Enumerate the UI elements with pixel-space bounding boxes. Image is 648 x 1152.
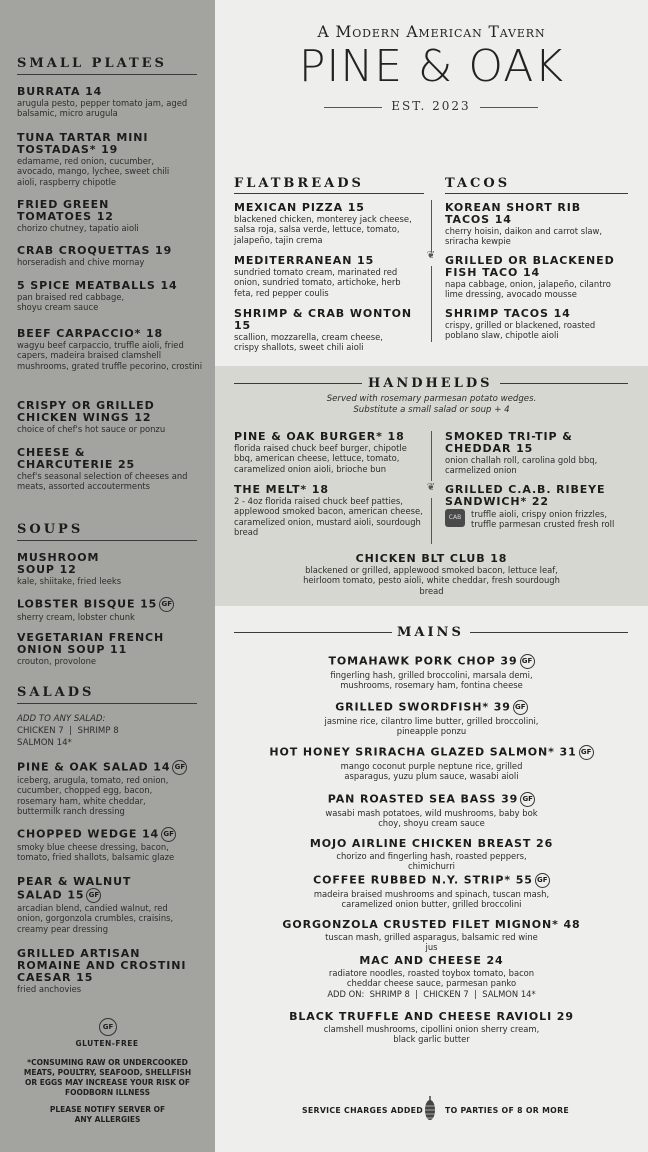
- item-desc: jasmine rice, cilantro lime butter, grilled broccolini, pineapple ponzu: [324, 716, 539, 737]
- item-name: BLACK TRUFFLE AND CHEESE RAVIOLI: [289, 1010, 553, 1023]
- item-desc: truffle aioli, crispy onion frizzles, truffle parmesan crusted fresh roll: [471, 509, 615, 530]
- menu-item: [234, 308, 429, 353]
- salads-rule: [17, 703, 197, 704]
- menu-item: [17, 875, 174, 934]
- item-price: 19: [101, 143, 119, 156]
- item-desc: kale, shiitake, fried leeks: [17, 576, 122, 586]
- menu-item: [445, 308, 625, 341]
- flatbreads-rule: [234, 193, 424, 194]
- allergy-notice: PLEASE NOTIFY SERVER OF ANY ALLERGIES: [49, 1105, 166, 1124]
- item-name: CRISPY OR GRILLED CHICKEN WINGS: [17, 399, 155, 424]
- main-item: [215, 792, 648, 829]
- item-price: 12: [96, 210, 114, 223]
- item-name: TUNA TARTAR MINI TOSTADAS*: [17, 131, 149, 156]
- handhelds-rule-left: [234, 383, 362, 384]
- item-desc: smoky blue cheese dressing, bacon, tomato, fried shallots, balsamic glaze: [17, 842, 175, 863]
- leaf-icon: ❦: [426, 250, 436, 261]
- item-desc: horseradish and chive mornay: [17, 257, 145, 267]
- main-item: [215, 700, 648, 737]
- item-price: 18: [490, 552, 508, 565]
- raw-food-warning: *CONSUMING RAW OR UNDERCOOKED MEATS, POULTRY, SEAFOOD, SHELLFISH OR EGGS MAY INCREASE YOUR RISK OF FOODBORN ILLNESS: [23, 1058, 192, 1097]
- gluten-free-label: GLUTEN-FREE: [75, 1038, 139, 1048]
- item-price: 14: [85, 85, 103, 98]
- handhelds-divider-top: [431, 431, 432, 481]
- item-price: 14: [523, 266, 541, 279]
- gluten-free-icon: GF: [535, 873, 550, 888]
- main-item: [215, 919, 648, 953]
- menu-item: [445, 201, 603, 247]
- gluten-free-legend: [17, 1016, 197, 1048]
- menu-item: [17, 86, 207, 119]
- item-price: 15: [357, 254, 375, 267]
- item-desc: crouton, provolone: [17, 656, 97, 666]
- item-price: 14: [160, 279, 178, 292]
- est-year: EST. 2023: [391, 99, 471, 113]
- item-desc: arugula pesto, pepper tomato jam, aged balsamic, micro arugula: [17, 98, 188, 119]
- menu-item: [17, 597, 207, 622]
- tacos-rule: [445, 193, 628, 194]
- menu-item: [17, 948, 207, 994]
- main-item: [215, 745, 648, 782]
- item-price: 18: [311, 483, 329, 496]
- menu-item: [215, 553, 648, 596]
- item-desc: chef's seasonal selection of cheeses and meats, assorted accouterments: [17, 471, 188, 492]
- gluten-free-icon: GF: [520, 792, 535, 807]
- item-desc: choice of chef's hot sauce or ponzu: [17, 424, 166, 434]
- item-desc: radiatore noodles, roasted toybox tomato, bacon cheddar cheese sauce, parmesan panko: [328, 968, 535, 989]
- main-item: [215, 873, 648, 910]
- item-desc: napa cabbage, onion, jalapeño, cilantro lime dressing, avocado mousse: [445, 279, 611, 300]
- salad-add-label: ADD TO ANY SALAD:: [17, 714, 106, 724]
- item-name: PAN ROASTED SEA BASS: [327, 792, 497, 806]
- item-price: 14: [153, 760, 171, 774]
- handhelds-divider-bottom: [431, 498, 432, 544]
- menu-item: [445, 430, 598, 476]
- column-divider-top: [431, 200, 432, 252]
- gluten-free-icon: GF: [520, 654, 535, 669]
- mains-rule-right: [470, 632, 628, 633]
- item-desc: scallion, mozzarella, cream cheese, crispy shallots, sweet chili aioli: [234, 332, 383, 353]
- small-plates-rule: [17, 74, 197, 75]
- item-price: 26: [536, 837, 554, 850]
- menu-item: [445, 255, 625, 300]
- item-name: CHOPPED WEDGE: [17, 827, 138, 841]
- item-price: 19: [155, 244, 173, 257]
- item-price: 25: [118, 458, 136, 471]
- item-name: PEAR & WALNUT SALAD: [17, 875, 132, 902]
- item-name: 5 SPICE MEATBALLS: [17, 279, 156, 292]
- item-name: MOJO AIRLINE CHICKEN BREAST: [309, 837, 532, 850]
- item-price: 15: [516, 442, 534, 455]
- item-desc: mango coconut purple neptune rice, grilled asparagus, yuzu plum sauce, wasabi aioli: [340, 761, 523, 782]
- item-price: 15: [347, 201, 365, 214]
- menu-item: [234, 431, 429, 474]
- item-name: CHICKEN BLT CLUB: [355, 552, 486, 565]
- small-plates-title: SMALL PLATES: [17, 56, 167, 71]
- item-desc: cherry hoisin, daikon and carrot slaw, sriracha kewpie: [445, 226, 603, 247]
- gluten-free-icon: GF: [513, 700, 528, 715]
- item-desc: sundried tomato cream, marinated red onion, sundried tomato, artichoke, herb feta, red pepper coulis: [234, 267, 401, 298]
- gluten-free-icon: GF: [86, 888, 101, 903]
- item-desc: onion challah roll, carolina gold bbq, carmelized onion: [445, 455, 598, 476]
- item-price: 15: [140, 597, 158, 611]
- mains-rule-left: [234, 632, 392, 633]
- service-charge-right: TO PARTIES OF 8 OR MORE: [445, 1106, 569, 1115]
- item-name: SHRIMP TACOS: [445, 307, 549, 320]
- est-rule-left: [324, 107, 382, 108]
- item-name: COFFEE RUBBED N.Y. STRIP*: [313, 873, 511, 887]
- item-desc: fried anchovies: [17, 984, 82, 994]
- menu-item: [17, 827, 207, 863]
- item-name: HOT HONEY SRIRACHA GLAZED SALMON*: [269, 745, 555, 759]
- tacos-title: TACOS: [445, 176, 511, 191]
- item-name: LOBSTER BISQUE: [17, 597, 136, 611]
- item-name: CRAB CROQUETTAS: [17, 244, 151, 257]
- menu-item: [445, 484, 635, 530]
- main-item: [215, 654, 648, 691]
- service-charge-left: SERVICE CHARGES ADDED: [302, 1106, 424, 1115]
- item-desc: madeira braised mushrooms and spinach, tuscan mash, caramelized onion butter, grilled broccolini: [313, 889, 550, 910]
- item-name: MEDITERRANEAN: [234, 254, 353, 267]
- menu-item: [17, 632, 167, 666]
- item-price: 39: [493, 700, 511, 714]
- item-name: TOMAHAWK PORK CHOP: [328, 654, 496, 668]
- item-price: 15: [67, 888, 85, 902]
- item-name: VEGETARIAN FRENCH ONION SOUP: [17, 631, 165, 656]
- gluten-free-icon: GF: [161, 827, 176, 842]
- item-desc: 2 - 4oz florida raised chuck beef patties, applewood smoked bacon, american cheese, caramelized onion, mustard aioli, sourdough bread: [234, 496, 423, 538]
- est-rule-right: [480, 107, 538, 108]
- item-desc: fingerling hash, grilled broccolini, marsala demi, mushrooms, rosemary ham, fontina cheese: [330, 670, 533, 691]
- menu-item: [17, 198, 139, 233]
- item-desc: wagyu beef carpaccio, truffle aioli, fried capers, madeira braised clamshell mushrooms, grated truffle pecorino, crostini: [17, 340, 203, 371]
- menu-item: [17, 399, 166, 434]
- handhelds-title: HANDHELDS: [368, 376, 493, 391]
- menu-item: [17, 551, 122, 586]
- item-desc: blackened or grilled, applewood smoked bacon, lettuce leaf, heirloom tomato, pesto aioli, white cheddar, fresh sourdough bread: [303, 565, 560, 596]
- gluten-free-icon: GF: [99, 1018, 117, 1036]
- item-name: MUSHROOM SOUP: [17, 551, 100, 576]
- item-price: 55: [515, 873, 533, 887]
- item-price: 15: [234, 319, 252, 332]
- item-desc: crispy, grilled or blackened, roasted poblano slaw, chipotle aioli: [445, 320, 596, 341]
- gluten-free-icon: GF: [579, 745, 594, 760]
- item-name: SHRIMP & CRAB WONTON: [234, 307, 412, 320]
- handhelds-note-1: Served with rosemary parmesan potato wedges.: [326, 394, 537, 404]
- main-item: [215, 955, 648, 999]
- item-name: KOREAN SHORT RIB TACOS: [445, 201, 582, 226]
- soups-title: SOUPS: [17, 522, 84, 537]
- item-desc: arcadian blend, candied walnut, red onion, gorgonzola crumbles, craisins, creamy pear dressing: [17, 903, 174, 934]
- item-desc: blackened chicken, monterey jack cheese, salsa roja, salsa verde, lettuce, tomato, jalapeño, tajin crema: [234, 214, 412, 245]
- salad-add-line2: SALMON 14*: [17, 738, 72, 748]
- item-price: 22: [531, 495, 549, 508]
- item-name: THE MELT*: [234, 483, 308, 496]
- item-name: MEXICAN PIZZA: [234, 201, 343, 214]
- item-price: 14: [494, 213, 512, 226]
- item-desc: florida raised chuck beef burger, chipotle bbq, american cheese, lettuce, tomato, caramelized onion aioli, brioche bun: [234, 443, 407, 474]
- item-name: GORGONZOLA CRUSTED FILET MIGNON*: [282, 918, 559, 931]
- item-name: FRIED GREEN TOMATOES: [17, 198, 110, 223]
- item-name: GRILLED C.A.B. RIBEYE SANDWICH*: [445, 483, 606, 508]
- column-divider-bottom: [431, 266, 432, 342]
- item-desc: wasabi mash potatoes, wild mushrooms, baby bok choy, shoyu cream sauce: [325, 808, 538, 829]
- item-desc: sherry cream, lobster chunk: [17, 612, 135, 622]
- menu-item: [17, 245, 207, 267]
- item-price: 29: [556, 1010, 574, 1023]
- salad-add-line1: CHICKEN 7 | SHRIMP 8: [17, 726, 119, 736]
- item-price: 11: [110, 643, 128, 656]
- item-price: 39: [500, 654, 518, 668]
- item-name: BEEF CARPACCIO*: [17, 327, 142, 340]
- menu-item: [17, 131, 170, 187]
- item-price: 18: [387, 430, 405, 443]
- menu-item: [17, 280, 207, 313]
- menu-item: [17, 446, 188, 492]
- item-desc: pan braised red cabbage, shoyu cream sauce: [17, 292, 125, 313]
- mains-title: MAINS: [397, 625, 464, 640]
- tagline: A Modern American Tavern: [317, 23, 546, 41]
- soups-rule: [17, 540, 197, 541]
- leaf-icon: ❦: [426, 482, 436, 493]
- item-name: MAC AND CHEESE: [359, 954, 482, 967]
- item-price: 14: [141, 827, 160, 841]
- item-desc: chorizo and fingerling hash, roasted peppers, chimichurri: [336, 851, 527, 872]
- item-price: 15: [76, 971, 94, 984]
- item-price: 12: [59, 563, 77, 576]
- restaurant-name: PINE & OAK: [298, 41, 565, 92]
- menu-item: [234, 202, 429, 245]
- item-price: 12: [134, 411, 152, 424]
- item-name: PINE & OAK BURGER*: [234, 430, 383, 443]
- item-name: SMOKED TRI-TIP & CHEDDAR: [445, 430, 573, 455]
- item-name: CHEESE & CHARCUTERIE: [17, 446, 114, 471]
- item-price: 31: [559, 745, 577, 759]
- handhelds-note-2: Substitute a small salad or soup + 4: [353, 405, 510, 415]
- item-desc: chorizo chutney, tapatio aioli: [17, 223, 139, 233]
- item-name: GRILLED OR BLACKENED FISH TACO: [445, 254, 615, 279]
- item-name: GRILLED SWORDFISH*: [335, 700, 489, 714]
- main-item: [215, 838, 648, 872]
- pinecone-icon: [424, 1096, 436, 1122]
- menu-item: [17, 328, 207, 371]
- item-desc: clamshell mushrooms, cipollini onion sherry cream, black garlic butter: [323, 1024, 540, 1045]
- item-price: 24: [486, 954, 504, 967]
- item-name: BURRATA: [17, 85, 81, 98]
- item-desc: iceberg, arugula, tomato, red onion, cucumber, chopped egg, bacon, rosemary ham, white cheddar, buttermilk ranch dressing: [17, 775, 169, 817]
- item-price: 14: [553, 307, 571, 320]
- cab-badge-icon: CAB: [445, 509, 465, 527]
- gluten-free-icon: GF: [159, 597, 174, 612]
- item-price: 18: [145, 327, 164, 340]
- item-name: GRILLED ARTISAN ROMAINE AND CROSTINI CAESAR: [17, 947, 187, 984]
- handhelds-rule-right: [500, 383, 628, 384]
- salads-title: SALADS: [17, 685, 95, 700]
- flatbreads-title: FLATBREADS: [234, 176, 364, 191]
- main-item: [215, 1011, 648, 1045]
- menu-item: [17, 760, 207, 817]
- item-name: PINE & OAK SALAD: [17, 760, 149, 774]
- add-on-line: ADD ON: SHRIMP 8 | CHICKEN 7 | SALMON 14*: [327, 988, 536, 999]
- item-desc: tuscan mash, grilled asparagus, balsamic red wine jus: [325, 932, 538, 953]
- menu-item: [234, 484, 429, 538]
- menu-item: [234, 255, 429, 298]
- item-desc: edamame, red onion, cucumber, avocado, mango, lychee, sweet chili aioli, raspberry chipotle: [17, 156, 170, 187]
- item-price: 39: [501, 792, 519, 806]
- gluten-free-icon: GF: [172, 760, 187, 775]
- item-price: 48: [563, 918, 581, 931]
